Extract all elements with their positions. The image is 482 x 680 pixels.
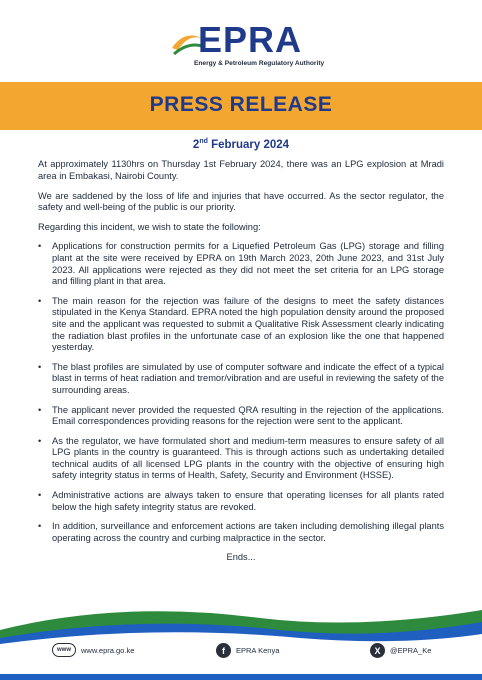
date-suffix: nd <box>199 138 208 145</box>
list-item: • Applications for construction permits for a Liquefied Petroleum Gas (LPG) storage and filling plant at the site were received by EPRA on 19th March 2023, 20th June 2023, and 31st July 2023. All applications were rejected as they did not meet the set criteria for an LPG storage and filling plant in that area. <box>38 241 444 287</box>
release-date <box>38 136 444 151</box>
x-link[interactable]: @EPRA_Ke <box>390 646 432 655</box>
intro-paragraph: We are saddened by the loss of life and injuries that have occurred. As the sector regulator, the safety and well-being of the public is our priority. <box>38 190 444 213</box>
ends-marker: Ends... <box>226 552 256 563</box>
list-item: • As the regulator, we have formulated short and medium-term measures to ensure safety of all LPG plants in the country is guaranteed. This is through actions such as undertaking detailed technical audits of all licensed LPG plants in the country with the objective of ensuring high safety integrity status in terms of Health, Safety, Security and Environment (HSSE). <box>38 436 444 482</box>
footer-facebook[interactable] <box>216 643 279 658</box>
list-item: • In addition, surveillance and enforcement actions are taken including demolishing illegal plants operating across the country and curbing malpractice in the sector. <box>38 521 444 544</box>
list-item: • Administrative actions are always taken to ensure that operating licenses for all plants rated below the high safety integrity status are revoked. <box>38 490 444 513</box>
globe-icon: www <box>52 643 76 657</box>
facebook-icon: f <box>216 643 231 658</box>
footer-website[interactable] <box>52 643 134 657</box>
x-icon: X <box>370 643 385 658</box>
list-item: • The main reason for the rejection was failure of the designs to meet the safety distances stipulated in the Kenya Standard. EPRA noted the high population density around the proposed site and the applicant was requested to submit a Qualitative Risk Assessment clearly indicating the radiation blast profiles in the unfortunate case of an explosion like the one that happened yesterday. <box>38 296 444 354</box>
list-item: • The applicant never provided the requested QRA resulting in the rejection of the applications. Email correspondences providing reasons for the rejection were sent to the applicant. <box>38 405 444 428</box>
page-title: PRESS RELEASE <box>149 93 333 116</box>
footer-wave-background <box>0 600 482 680</box>
logo-subtitle: Energy & Petroleum Regulatory Authority <box>194 60 325 67</box>
website-link[interactable]: www.epra.go.ke <box>81 645 135 655</box>
list-item: • The blast profiles are simulated by use of computer software and indicate the effect of a typical blast in terms of heat radiation and tremor/vibration and are useful in reviewing the safety of the surrounding areas. <box>38 362 444 397</box>
press-release-body <box>38 134 444 564</box>
footer-x[interactable] <box>370 643 431 658</box>
intro-paragraph: At approximately 1130hrs on Thursday 1st February 2024, there was an LPG explosion at Mradi area in Embakasi, Nairobi County. <box>38 159 444 182</box>
logo-text: EPRA <box>198 19 303 60</box>
header <box>0 0 482 82</box>
intro-paragraph: Regarding this incident, we wish to state the following: <box>38 221 261 232</box>
statement-list <box>38 241 444 544</box>
facebook-link[interactable]: EPRA Kenya <box>236 646 280 655</box>
epra-logo <box>170 20 370 76</box>
date-month-year: February 2024 <box>211 138 290 151</box>
footer <box>0 600 482 680</box>
date-day: 2 <box>192 138 200 151</box>
